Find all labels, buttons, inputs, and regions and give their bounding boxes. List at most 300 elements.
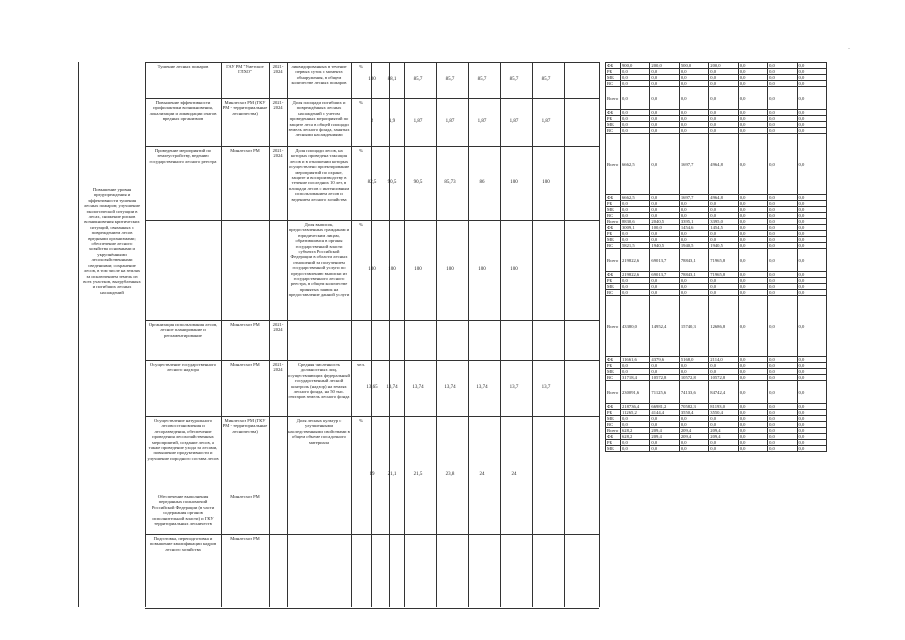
financing-row bbox=[606, 446, 827, 452]
financing-value: 0,0 bbox=[768, 440, 797, 446]
budget-source-label: МБ bbox=[606, 237, 621, 243]
budget-source-label: Всего bbox=[606, 134, 621, 195]
financing-value: 0,0 bbox=[797, 404, 826, 410]
financing-value: 0,0 bbox=[797, 357, 826, 363]
financing-value: 0,0 bbox=[797, 381, 826, 404]
indicator-value: 100 bbox=[510, 180, 518, 185]
financing-value: 0,0 bbox=[768, 110, 797, 116]
financing-value: 0,0 bbox=[768, 63, 797, 69]
financing-value: 0,0 bbox=[709, 213, 738, 219]
financing-value: 0,0 bbox=[797, 75, 826, 81]
financing-value: 0,0 bbox=[797, 272, 826, 278]
financing-value: 0,0 bbox=[621, 110, 650, 116]
financing-value: 3009,1 bbox=[621, 225, 650, 231]
financing-value: 0,0 bbox=[679, 69, 708, 75]
financing-value: 31718,4 bbox=[621, 375, 650, 381]
financing-value: 1940,5 bbox=[709, 243, 738, 249]
indicator-value: 85,7 bbox=[509, 77, 519, 82]
table-row-line bbox=[145, 146, 599, 147]
table-row-line bbox=[145, 220, 599, 221]
financing-value: 0,0 bbox=[650, 440, 679, 446]
budget-source-label: МБ bbox=[606, 416, 621, 422]
indicator-value: 1,87 bbox=[541, 119, 551, 124]
financing-value: 0,0 bbox=[679, 207, 708, 213]
financing-value: 0,0 bbox=[768, 87, 797, 110]
financing-value: 1697,7 bbox=[679, 195, 708, 201]
budget-source-label: ФБ bbox=[606, 404, 621, 410]
financing-value: 0,0 bbox=[621, 440, 650, 446]
unit bbox=[352, 322, 370, 358]
indicator-name: ликвидированных в течение первых суток с момента обнаружения, в общем количестве лесных пожаров bbox=[291, 64, 347, 86]
financing-value: 0,0 bbox=[650, 446, 679, 452]
financing-value: 0,0 bbox=[768, 381, 797, 404]
budget-source-label: МБ bbox=[606, 75, 621, 81]
indicator-value: 13,74 bbox=[412, 385, 424, 390]
financing-value: 0,0 bbox=[679, 290, 708, 296]
indicator-value: 21,1 bbox=[387, 472, 397, 477]
table-row-line bbox=[145, 416, 599, 417]
financing-value: 0,0 bbox=[621, 69, 650, 75]
financing-value: 69013,7 bbox=[650, 272, 679, 278]
budget-source-label: МБ bbox=[606, 284, 621, 290]
financing-value: 11661,6 bbox=[621, 357, 650, 363]
budget-source-label: ВС bbox=[606, 128, 621, 134]
financing-value: 0,0 bbox=[709, 122, 738, 128]
financing-value: 0,0 bbox=[738, 110, 767, 116]
financing-value: 15740,3 bbox=[679, 296, 708, 357]
table-row-line bbox=[145, 608, 599, 609]
financing-value: 0,0 bbox=[797, 225, 826, 231]
corner-mark: - bbox=[848, 46, 850, 52]
financing-value: 0,0 bbox=[768, 128, 797, 134]
financing-value: 900,0 bbox=[621, 63, 650, 69]
measure-name: Организация использования лесов, лесное планирование и регламентирование bbox=[148, 322, 218, 338]
table-row-line bbox=[145, 534, 599, 535]
financing-value: 0,0 bbox=[797, 110, 826, 116]
financing-value: 0,0 bbox=[797, 134, 826, 195]
financing-value: 0,0 bbox=[709, 75, 738, 81]
financing-value: 0,0 bbox=[738, 357, 767, 363]
indicator-value: 1,87 bbox=[477, 119, 487, 124]
financing-value: 71965,8 bbox=[709, 272, 738, 278]
indicator-name: Доля выписок, предоставленных гражданам и юридическим лицам, обратившимся в органы государственной власти субъекта Российской Федерации в области лесных отношений за получением государственной услуги по предоставлению выписки из государственного лесного реестра, в общем количестве принятых заявок на предоставление данной услуги bbox=[288, 222, 350, 298]
financing-value: 0,0 bbox=[650, 422, 679, 428]
financing-value: 10572,8 bbox=[679, 375, 708, 381]
indicator-value: 100 bbox=[446, 267, 454, 272]
financing-value: 0,0 bbox=[797, 243, 826, 249]
budget-source-label: ФБ bbox=[606, 195, 621, 201]
financing-value: 0,0 bbox=[650, 128, 679, 134]
financing-value: 209,4 bbox=[650, 434, 679, 440]
financing-value: 0,0 bbox=[738, 434, 767, 440]
financing-value: 0,0 bbox=[797, 231, 826, 237]
financing-value: 0,0 bbox=[768, 201, 797, 207]
unit: % bbox=[359, 100, 363, 105]
budget-source-label: Всего bbox=[606, 87, 621, 110]
period bbox=[270, 222, 286, 318]
financing-value: 628,2 bbox=[621, 434, 650, 440]
financing-value: 0,0 bbox=[738, 116, 767, 122]
executor: Минлесхоз РМ (ГКУ РМ - территориальные лесничества) bbox=[222, 418, 268, 434]
financing-value: 0,0 bbox=[621, 81, 650, 87]
financing-value: 0,0 bbox=[768, 249, 797, 272]
financing-value: 0,0 bbox=[768, 116, 797, 122]
financing-value: 11265,2 bbox=[621, 410, 650, 416]
budget-source-label: ВС bbox=[606, 375, 621, 381]
table-row-line bbox=[145, 98, 599, 99]
financing-value: 78843,1 bbox=[679, 249, 708, 272]
financing-value: 70582,3 bbox=[679, 404, 708, 410]
financing-value: 200,0 bbox=[650, 63, 679, 69]
financing-value: 3550,4 bbox=[679, 410, 708, 416]
financing-value: 2040,5 bbox=[650, 219, 679, 225]
financing-value: 4379,6 bbox=[650, 357, 679, 363]
financing-value: 6662,5 bbox=[621, 195, 650, 201]
financing-value: 0,0 bbox=[738, 375, 767, 381]
financing-value: 0,0 bbox=[679, 440, 708, 446]
financing-value: 0,0 bbox=[679, 422, 708, 428]
table-column-line bbox=[532, 62, 533, 607]
financing-value: 14952,4 bbox=[650, 296, 679, 357]
financing-value: 0,0 bbox=[621, 363, 650, 369]
financing-row bbox=[606, 381, 827, 404]
financing-value: 209,4 bbox=[709, 434, 738, 440]
financing-value: 0,0 bbox=[797, 434, 826, 440]
measure-name: Осуществление натурального лесовосстановления и лесоразведения, обеспечение проведения лесохозяйственных мероприятий, создание лесов, а также проведение ухода за лесами, повышение продуктивности и улучшение породного состава лесов bbox=[147, 418, 219, 461]
measure-name: Обеспечение выполнения переданных полномочий Российской Федерации (в части содержания органов исполнительной власти) и ГКУ территориальных лесничеств bbox=[151, 494, 215, 527]
financing-value: 0,0 bbox=[621, 278, 650, 284]
period: 2021-2024 bbox=[272, 148, 284, 159]
budget-source-label: ВС bbox=[606, 290, 621, 296]
financing-value: 0,0 bbox=[797, 422, 826, 428]
table-column-line bbox=[468, 62, 469, 607]
table-row-line bbox=[145, 62, 599, 63]
financing-value: 0,0 bbox=[621, 128, 650, 134]
financing-value: 0,0 bbox=[797, 410, 826, 416]
financing-value: 0,0 bbox=[621, 369, 650, 375]
indicator-value: 100 bbox=[388, 267, 396, 272]
financing-value: 0,0 bbox=[797, 416, 826, 422]
financing-value: 0,0 bbox=[797, 249, 826, 272]
executor: Минлесхоз РМ bbox=[230, 494, 260, 499]
financing-value: 0,0 bbox=[738, 440, 767, 446]
financing-row bbox=[606, 134, 827, 195]
financing-value: 209,4 bbox=[679, 434, 708, 440]
indicator-value: 19 bbox=[369, 472, 375, 477]
financing-value: 0,0 bbox=[679, 446, 708, 452]
financing-value: 0,0 bbox=[738, 381, 767, 404]
financing-value: 0,0 bbox=[621, 207, 650, 213]
indicator-name bbox=[288, 494, 350, 532]
financing-value: 0,0 bbox=[679, 122, 708, 128]
financing-value: 0,0 bbox=[738, 207, 767, 213]
budget-source-label: РБ bbox=[606, 410, 621, 416]
indicator-name: Доля лесных культур с улучшенными наследственными свойствами в общем объеме посадочного материала bbox=[288, 418, 350, 445]
budget-source-label: ВС bbox=[606, 422, 621, 428]
financing-value: 0,0 bbox=[621, 122, 650, 128]
financing-value: 0,0 bbox=[709, 290, 738, 296]
financing-value: 2114,0 bbox=[709, 357, 738, 363]
financing-value: 78843,1 bbox=[679, 272, 708, 278]
measure-name bbox=[147, 222, 219, 318]
indicator-value: 85,7 bbox=[477, 77, 487, 82]
indicator-value: 21,5 bbox=[413, 472, 423, 477]
financing-value: 0,0 bbox=[738, 87, 767, 110]
financing-value: 0,0 bbox=[797, 116, 826, 122]
financing-value: 0,0 bbox=[650, 122, 679, 128]
financing-value: 10572,8 bbox=[709, 375, 738, 381]
budget-source-label: Всего bbox=[606, 428, 621, 434]
period: 2021-2024 bbox=[272, 322, 284, 333]
financing-value: 0,0 bbox=[738, 272, 767, 278]
financing-value: 0,0 bbox=[768, 231, 797, 237]
financing-value: 0,0 bbox=[768, 284, 797, 290]
unit: % bbox=[359, 64, 363, 69]
indicator-value: 100 bbox=[368, 267, 376, 272]
indicator-value: 13,74 bbox=[476, 385, 488, 390]
financing-value: 74133,6 bbox=[679, 381, 708, 404]
financing-value: 0,0 bbox=[650, 87, 679, 110]
financing-value: 0,0 bbox=[738, 231, 767, 237]
table-column-line bbox=[599, 62, 600, 607]
financing-value: 84742,4 bbox=[709, 381, 738, 404]
financing-value: 0,0 bbox=[621, 75, 650, 81]
financing-row bbox=[606, 249, 827, 272]
financing-value: 0,0 bbox=[650, 231, 679, 237]
indicator-value: 90,5 bbox=[387, 180, 397, 185]
financing-value: 0,0 bbox=[709, 207, 738, 213]
measure-name: Повышение эффективности профилактики возникновения, локализации и ликвидации очагов вредных организмов bbox=[149, 100, 217, 122]
table-column-line bbox=[500, 62, 501, 607]
table-column-line bbox=[371, 62, 372, 607]
budget-source-label: ФБ bbox=[606, 434, 621, 440]
financing-value: 10572,8 bbox=[650, 375, 679, 381]
financing-value: 0,0 bbox=[709, 422, 738, 428]
financing-value: 0,0 bbox=[679, 237, 708, 243]
financing-value: 0,0 bbox=[738, 416, 767, 422]
financing-value: 100,0 bbox=[650, 225, 679, 231]
financing-value: 0,0 bbox=[768, 75, 797, 81]
budget-source-label: РБ bbox=[606, 363, 621, 369]
financing-value: 0,0 bbox=[621, 422, 650, 428]
financing-value: 0,0 bbox=[768, 369, 797, 375]
financing-value: 0,0 bbox=[738, 219, 767, 225]
financing-value: 0,0 bbox=[621, 231, 650, 237]
indicator-value: 2 bbox=[370, 119, 374, 124]
table-column-line bbox=[404, 62, 405, 607]
indicator-value: 1,87 bbox=[509, 119, 519, 124]
indicator-value: 23,8 bbox=[445, 472, 455, 477]
financing-value: 0,0 bbox=[738, 243, 767, 249]
financing-value: 0,0 bbox=[738, 249, 767, 272]
financing-value: 0,0 bbox=[738, 225, 767, 231]
table-row-line bbox=[145, 360, 599, 361]
indicator-value: 100 bbox=[368, 77, 376, 82]
indicator-value: 13,65 bbox=[366, 385, 378, 390]
financing-value: 0,0 bbox=[709, 363, 738, 369]
table-column-line bbox=[564, 62, 565, 607]
financing-value: 0,0 bbox=[738, 122, 767, 128]
financing-value: 0,0 bbox=[650, 278, 679, 284]
financing-value: 1697,7 bbox=[679, 134, 708, 195]
budget-source-label: МБ bbox=[606, 207, 621, 213]
financing-value: 43380,0 bbox=[621, 296, 650, 357]
financing-value: 0,0 bbox=[650, 363, 679, 369]
financing-value: 0,0 bbox=[797, 440, 826, 446]
financing-value: 0,0 bbox=[768, 122, 797, 128]
indicator-value: 86 bbox=[479, 180, 485, 185]
financing-value: 0,0 bbox=[709, 69, 738, 75]
budget-source-label: РБ bbox=[606, 440, 621, 446]
budget-source-label: МБ bbox=[606, 369, 621, 375]
financing-value: 218736,4 bbox=[621, 404, 650, 410]
financing-value: 0,0 bbox=[768, 134, 797, 195]
financing-value: 0,0 bbox=[679, 116, 708, 122]
financing-value: 0,0 bbox=[709, 237, 738, 243]
financing-value: 0,0 bbox=[738, 69, 767, 75]
financing-value: 0,0 bbox=[738, 75, 767, 81]
indicator-name: Доля площади лесов, на которых проведена таксация лесов и в отношении которых осуществлено проектирование мероприятий по охране, защите и воспроизводству в течение последних 10 лет, в площади лесов с интенсивным использованием лесов и ведением лесного хозяйства bbox=[288, 148, 350, 202]
financing-value: 0,0 bbox=[768, 207, 797, 213]
financing-value: 0,0 bbox=[768, 225, 797, 231]
financing-value: 81193,0 bbox=[709, 404, 738, 410]
financing-value: 71965,8 bbox=[709, 249, 738, 272]
financing-value: 0,0 bbox=[738, 428, 767, 434]
financing-value: 0,0 bbox=[679, 128, 708, 134]
budget-source-label: РБ bbox=[606, 231, 621, 237]
financing-value: 0,0 bbox=[650, 75, 679, 81]
financing-value: 4964,8 bbox=[709, 134, 738, 195]
financing-value: 0,0 bbox=[797, 213, 826, 219]
financing-value: 0,0 bbox=[738, 296, 767, 357]
financing-value: 0,0 bbox=[738, 446, 767, 452]
financing-value: 4964,8 bbox=[709, 195, 738, 201]
budget-source-label: ВС bbox=[606, 213, 621, 219]
financing-value: 209,4 bbox=[650, 428, 679, 434]
financing-value: 0,0 bbox=[768, 357, 797, 363]
financing-value: 0,0 bbox=[709, 440, 738, 446]
financing-value: 69013,7 bbox=[650, 249, 679, 272]
indicator-value: 13,7 bbox=[541, 385, 551, 390]
financing-value: 0,0 bbox=[797, 128, 826, 134]
financing-value: 0,0 bbox=[621, 290, 650, 296]
period bbox=[270, 536, 286, 606]
indicator-value: 13,74 bbox=[444, 385, 456, 390]
financing-value: 0,0 bbox=[650, 213, 679, 219]
unit: % bbox=[359, 148, 363, 153]
financing-value: 0,0 bbox=[621, 237, 650, 243]
financing-value: 0,0 bbox=[797, 296, 826, 357]
financing-value: 0,0 bbox=[738, 404, 767, 410]
table-column-line bbox=[436, 62, 437, 607]
financing-value: 219822,6 bbox=[621, 249, 650, 272]
financing-value: 0,0 bbox=[768, 296, 797, 357]
indicator-value: 82,5 bbox=[367, 180, 377, 185]
financing-value: 0,0 bbox=[738, 278, 767, 284]
financing-value: 0,0 bbox=[650, 416, 679, 422]
financing-value: 0,0 bbox=[738, 237, 767, 243]
measure-name: Проведение мероприятий по землеустройству, ведению государственного лесного реестра bbox=[149, 148, 217, 164]
table-column-line bbox=[389, 62, 390, 607]
indicator-value: 85,73 bbox=[444, 180, 456, 185]
financing-value: 0,0 bbox=[768, 428, 797, 434]
financing-value: 0,0 bbox=[797, 87, 826, 110]
financing-value: 0,0 bbox=[650, 195, 679, 201]
budget-source-label: ВС bbox=[606, 243, 621, 249]
indicator-value: 13,7 bbox=[509, 385, 519, 390]
executor: Минлесхоз РМ (ГКУ РМ - территориальные лесничества) bbox=[222, 100, 268, 116]
financing-value: 5168,0 bbox=[679, 357, 708, 363]
financing-value: 1940,5 bbox=[650, 243, 679, 249]
financing-value: 0,0 bbox=[768, 422, 797, 428]
financing-value: 0,0 bbox=[797, 81, 826, 87]
budget-source-label: РБ bbox=[606, 201, 621, 207]
financing-value: 230091,6 bbox=[621, 381, 650, 404]
financing-value: 0,0 bbox=[650, 116, 679, 122]
budget-source-label: ВС bbox=[606, 81, 621, 87]
financing-value: 0,0 bbox=[650, 237, 679, 243]
financing-value: 0,0 bbox=[738, 422, 767, 428]
indicator-value: 100 bbox=[414, 267, 422, 272]
financing-value: 0,0 bbox=[709, 110, 738, 116]
financing-value: 209,4 bbox=[679, 428, 708, 434]
financing-value: 6662,5 bbox=[621, 134, 650, 195]
financing-value: 1454,5 bbox=[709, 225, 738, 231]
financing-value: 0,0 bbox=[709, 416, 738, 422]
budget-source-label: ФБ bbox=[606, 63, 621, 69]
financing-grid bbox=[605, 62, 827, 452]
financing-value: 0,0 bbox=[679, 213, 708, 219]
executor: Минлесхоз РМ bbox=[230, 362, 260, 367]
financing-value: 0,0 bbox=[797, 201, 826, 207]
unit: % bbox=[359, 418, 363, 423]
indicator-value: 85,7 bbox=[413, 77, 423, 82]
unit bbox=[352, 494, 370, 532]
financing-value: 0,0 bbox=[797, 290, 826, 296]
budget-source-label: РБ bbox=[606, 116, 621, 122]
executor: ГАУ РМ "Уметское ГЛХО" bbox=[226, 64, 264, 75]
indicator-value: 90,5 bbox=[413, 180, 423, 185]
financing-value: 0,0 bbox=[650, 69, 679, 75]
budget-source-label: Всего bbox=[606, 219, 621, 225]
financing-value: 0,0 bbox=[768, 290, 797, 296]
financing-value: 0,0 bbox=[650, 207, 679, 213]
executor: Минлесхоз РМ bbox=[230, 322, 260, 327]
budget-source-label: Всего bbox=[606, 381, 621, 404]
financing-value: 0,0 bbox=[768, 237, 797, 243]
financing-value: 0,0 bbox=[650, 134, 679, 195]
financing-value: 0,0 bbox=[738, 81, 767, 87]
financing-value: 3395,1 bbox=[679, 219, 708, 225]
financing-value: 0,0 bbox=[768, 69, 797, 75]
financing-value: 0,0 bbox=[679, 110, 708, 116]
financing-value: 0,0 bbox=[738, 369, 767, 375]
financing-value: 0,0 bbox=[797, 63, 826, 69]
financing-value: 0,0 bbox=[650, 369, 679, 375]
indicator-name: Средняя численность должностных лиц, осуществляющих федеральный государственный лесной контроль (надзор) на землях лесного фонда, на 50 тыс. гектаров земель лесного фонда bbox=[288, 362, 350, 400]
financing-value: 0,0 bbox=[797, 363, 826, 369]
executor: Минлесхоз РМ bbox=[230, 536, 260, 541]
financing-value: 209,4 bbox=[709, 428, 738, 434]
financing-value: 0,0 bbox=[621, 446, 650, 452]
financing-value: 0,0 bbox=[709, 128, 738, 134]
financing-value: 0,0 bbox=[797, 375, 826, 381]
financing-value: 0,0 bbox=[738, 213, 767, 219]
financing-value: 0,0 bbox=[709, 278, 738, 284]
executor bbox=[222, 222, 268, 318]
financing-value: 1454,6 bbox=[679, 225, 708, 231]
indicator-name bbox=[288, 536, 350, 606]
